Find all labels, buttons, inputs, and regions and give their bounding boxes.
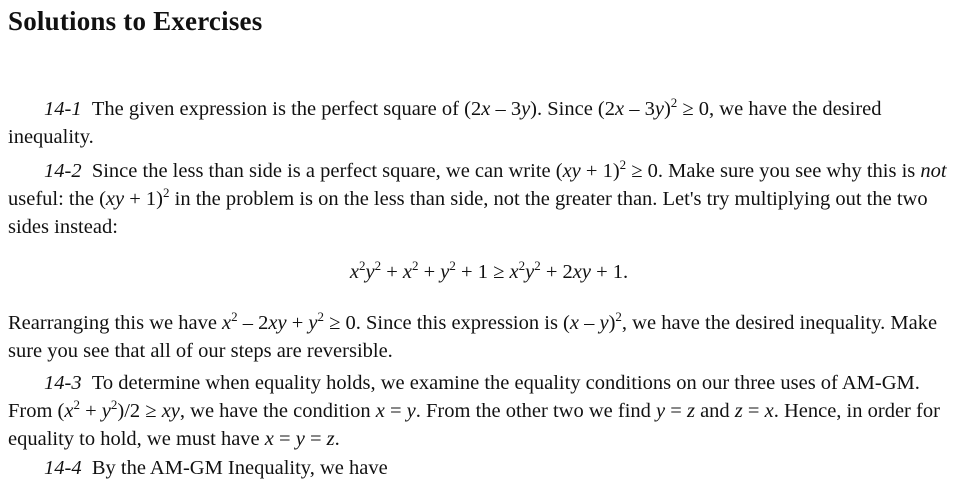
emphasis-not: not xyxy=(920,160,947,182)
solution-number: 14-2 xyxy=(44,160,82,182)
solution-number: 14-4 xyxy=(44,457,82,479)
solution-14-2-continued: Rearranging this we have $x^2 - 2xy + y^2 \ge 0$. Since this expression is (x – y)$^2$, we have the desired inequality. Make sure you see that all of our steps are reversible. xyxy=(8,309,938,362)
solution-14-3: 14-3 To determine when equality holds, we examine the equality conditions on our three uses of AM-GM. From $(x^2 + y^2)/2$ ≥ xy, we have the condition x = y. From the other two we find y = z and z = x. Hence, in order for equality to hold, we must have x = y = z. xyxy=(8,372,940,450)
page-title: Solutions to Exercises xyxy=(8,6,263,36)
solution-14-4: 14-4 By the AM-GM Inequality, we have xyxy=(44,457,388,479)
solution-number: 14-3 xyxy=(44,372,82,394)
solution-14-2: 14-2 Since the less than side is a perfect square, we can write (xy + 1)$^2$ ≥ 0. Make sure you see why this is not useful: the (xy + 1)$^2$ in the problem is on the less than side, not the greater than. Let's try multiplying out the two sides instead: xyxy=(8,157,947,238)
display-equation: $x^2y^2 + x^2 + y^2 + 1 \ge x^2y^2 + 2xy + 1$. xyxy=(349,258,629,283)
solution-number: 14-1 xyxy=(44,98,82,120)
solution-14-1: 14-1 The given expression is the perfect square of (2x – 3y). Since (2x – 3y)$^2$ ≥ 0, we have the desired inequality. xyxy=(8,95,882,148)
